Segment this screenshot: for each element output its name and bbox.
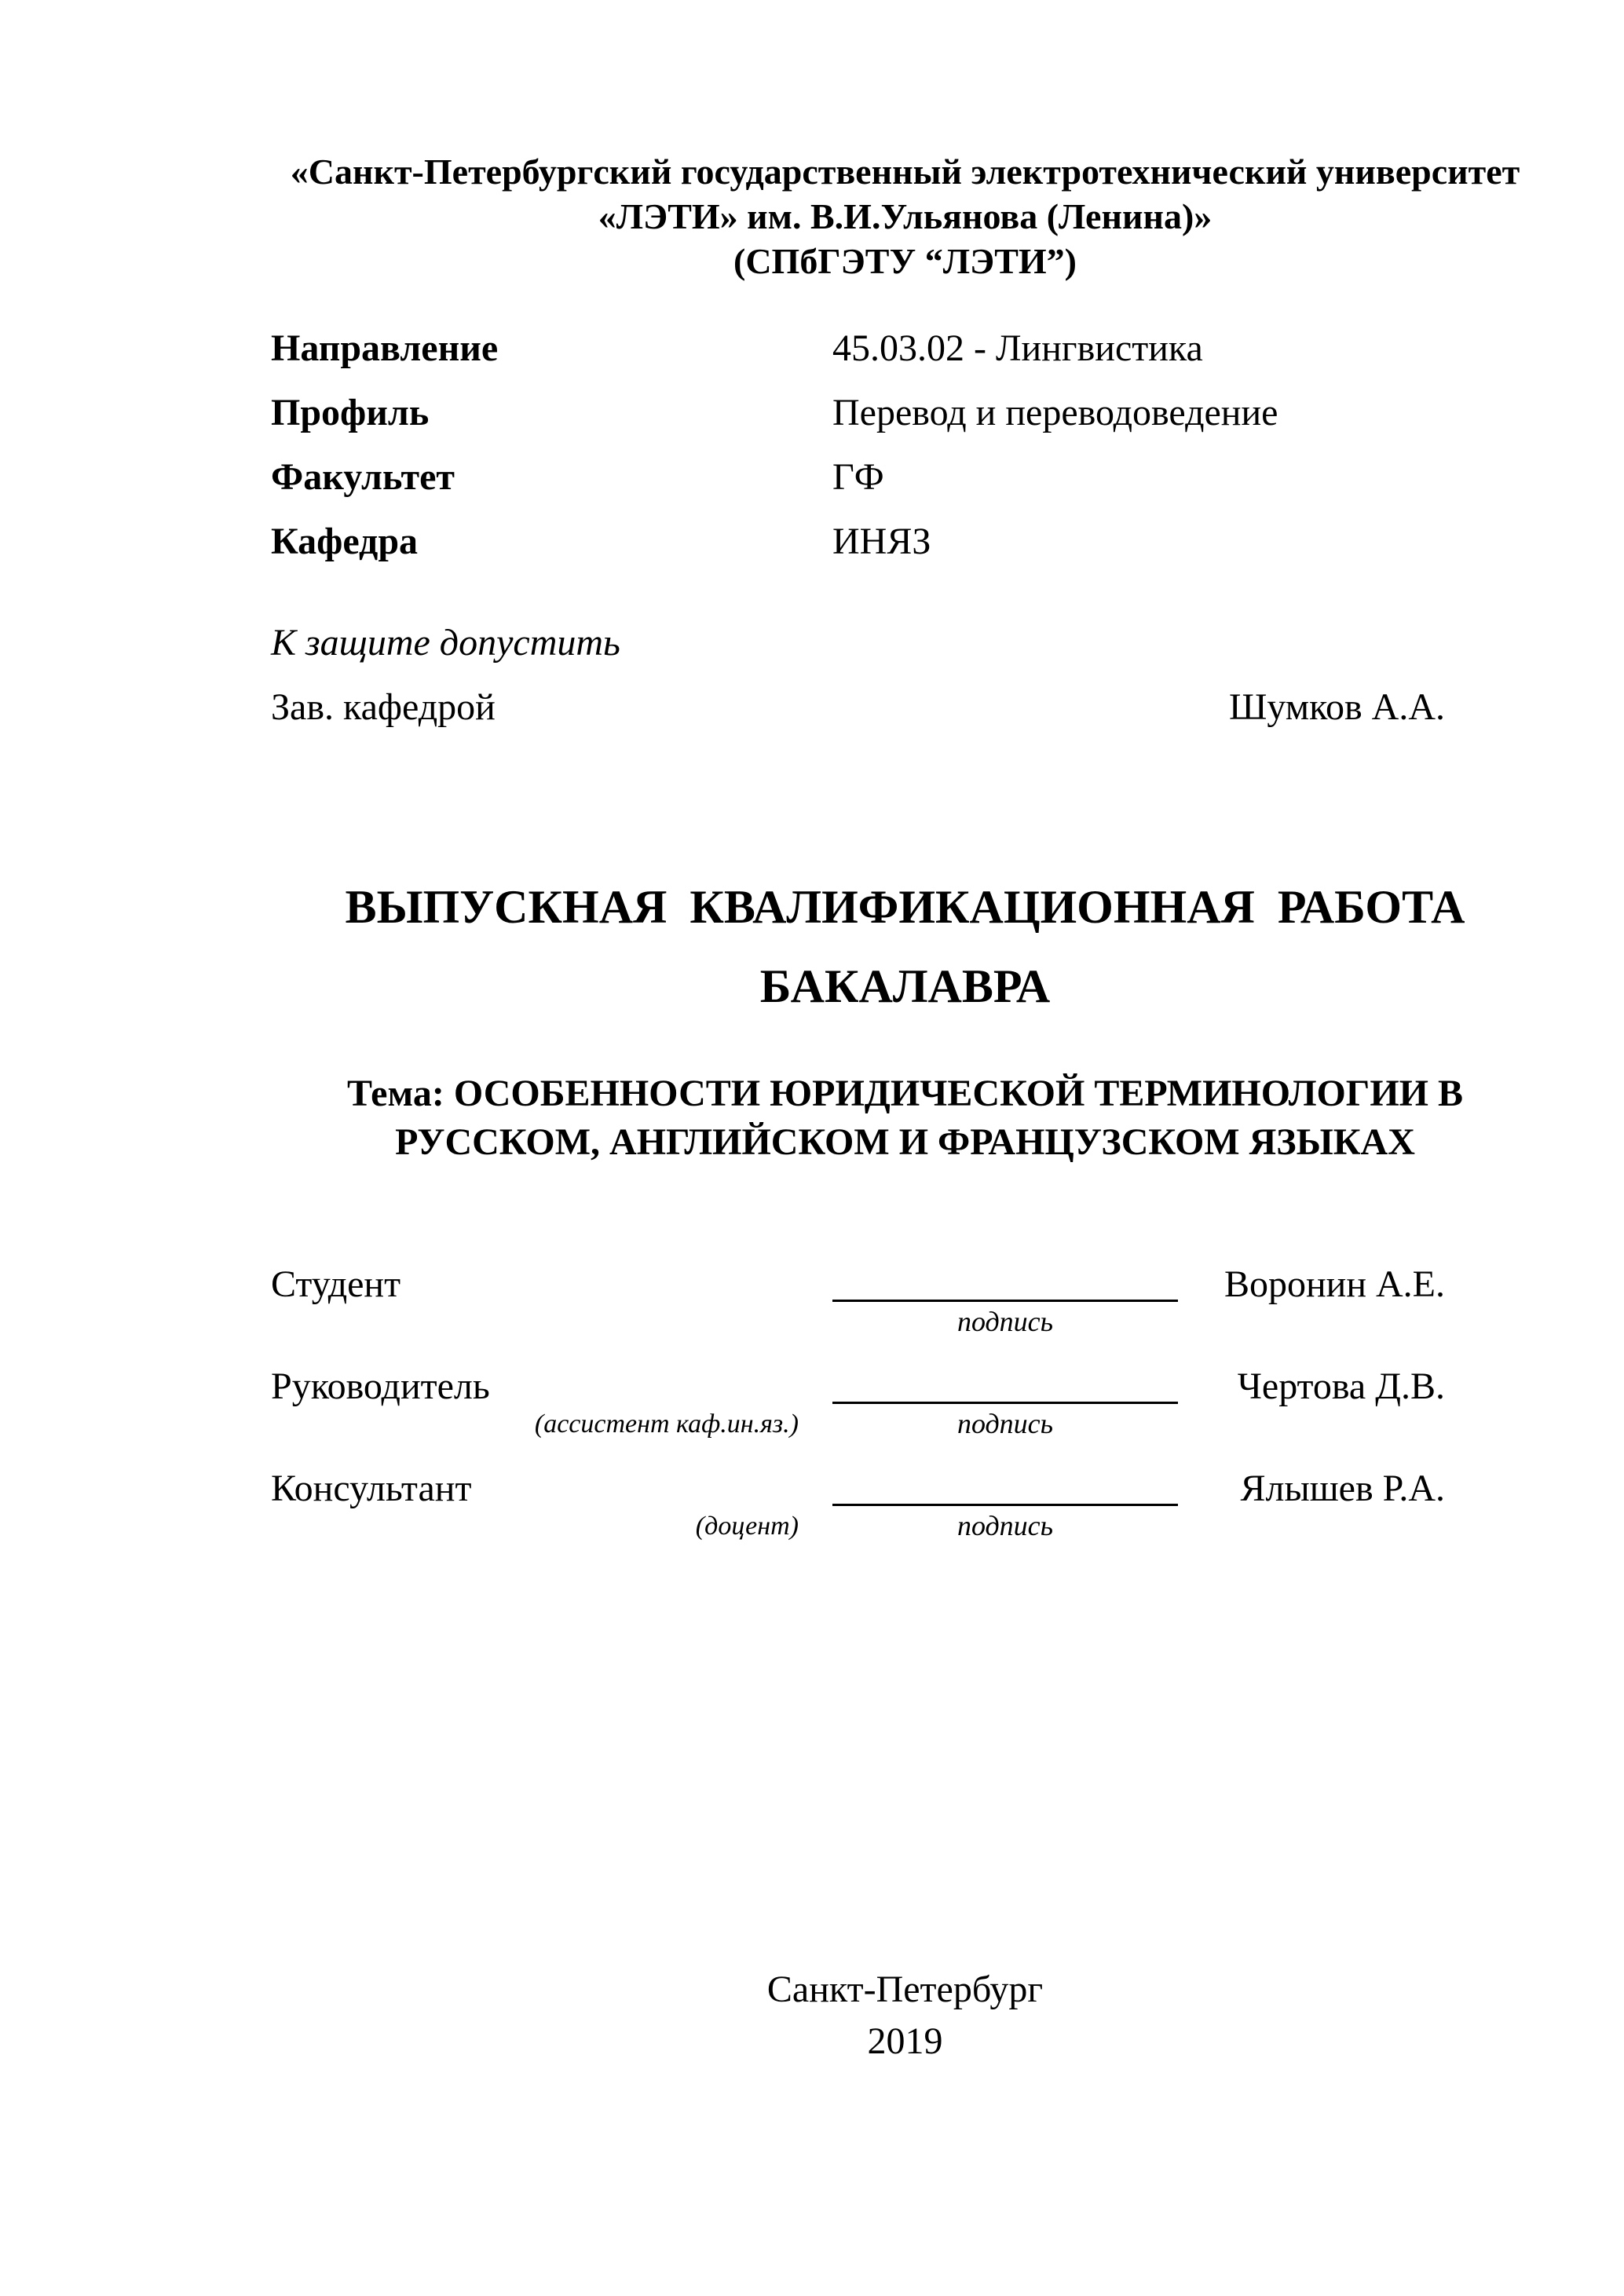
university-name-line-1: «Санкт-Петербургский государственный электротехнический университет: [290, 152, 1520, 192]
topic-title: [287, 1069, 1523, 1167]
signature-role-note-supervisor: (ассистент каф.ин.яз.): [534, 1409, 799, 1439]
signature-name-student: Воронин А.Е.: [1223, 1263, 1445, 1305]
signature-line: [832, 1504, 1178, 1506]
signature-block: [271, 1263, 1508, 1572]
field-row-faculty: [271, 456, 1508, 498]
field-row-department: [271, 523, 1508, 561]
university-abbreviation-line: (СПбГЭТУ “ЛЭТИ”): [733, 241, 1077, 281]
program-info: [271, 327, 1508, 587]
field-label-profile: Профиль: [271, 392, 430, 433]
footer-city: Санкт-Петербург: [766, 1969, 1044, 2010]
field-row-direction: [271, 327, 1508, 369]
signature-role-supervisor: Руководитель: [271, 1366, 490, 1407]
signature-row-student: [271, 1263, 1508, 1368]
work-title-line-2: БАКАЛАВРА: [759, 960, 1051, 1012]
approver-row: [271, 686, 1508, 728]
field-value-direction: 45.03.02 - Лингвистика: [832, 327, 1203, 369]
field-value-faculty: ГФ: [832, 456, 884, 498]
signature-caption: подпись: [956, 1510, 1054, 1541]
field-value-profile: Перевод и переводоведение: [832, 392, 1278, 433]
signature-role-consultant: Консультант: [271, 1468, 472, 1509]
signature-name-supervisor: Чертова Д.В.: [1237, 1366, 1445, 1407]
work-title-line-1: ВЫПУСКНАЯ КВАЛИФИКАЦИОННАЯ РАБОТА: [345, 881, 1465, 933]
footer-year: 2019: [867, 2020, 943, 2062]
signature-caption: подпись: [956, 1408, 1054, 1439]
approver-label: Зав. кафедрой: [271, 686, 496, 728]
field-row-profile: [271, 394, 1508, 432]
signature-role-note-consultant: (доцент): [695, 1512, 799, 1541]
signature-role-student: Студент: [271, 1263, 401, 1305]
topic-line-2: РУССКОМ, АНГЛИЙСКОМ И ФРАНЦУЗСКОМ ЯЗЫКАХ: [395, 1121, 1415, 1163]
university-name-line-2: «ЛЭТИ» им. В.И.Ульянова (Ленина)»: [598, 196, 1213, 236]
field-label-direction: Направление: [271, 327, 499, 369]
signature-row-consultant: [271, 1470, 1508, 1572]
signature-caption: подпись: [956, 1306, 1054, 1337]
field-label-department: Кафедра: [271, 521, 419, 562]
signature-row-supervisor: [271, 1368, 1508, 1470]
work-title: [287, 868, 1523, 1026]
signature-line: [832, 1402, 1178, 1404]
signature-line: [832, 1300, 1178, 1302]
field-label-faculty: Факультет: [271, 456, 455, 498]
signature-name-consultant: Ялышев Р.А.: [1240, 1468, 1445, 1509]
admission-note: К защите допустить: [271, 622, 620, 664]
approver-name: Шумков А.А.: [1228, 686, 1445, 728]
footer: [287, 1971, 1523, 2060]
topic-line-1: Тема: ОСОБЕННОСТИ ЮРИДИЧЕСКОЙ ТЕРМИНОЛОГИИ В: [346, 1073, 1464, 1114]
university-header: [287, 149, 1523, 283]
field-value-department: ИНЯЗ: [832, 521, 931, 562]
